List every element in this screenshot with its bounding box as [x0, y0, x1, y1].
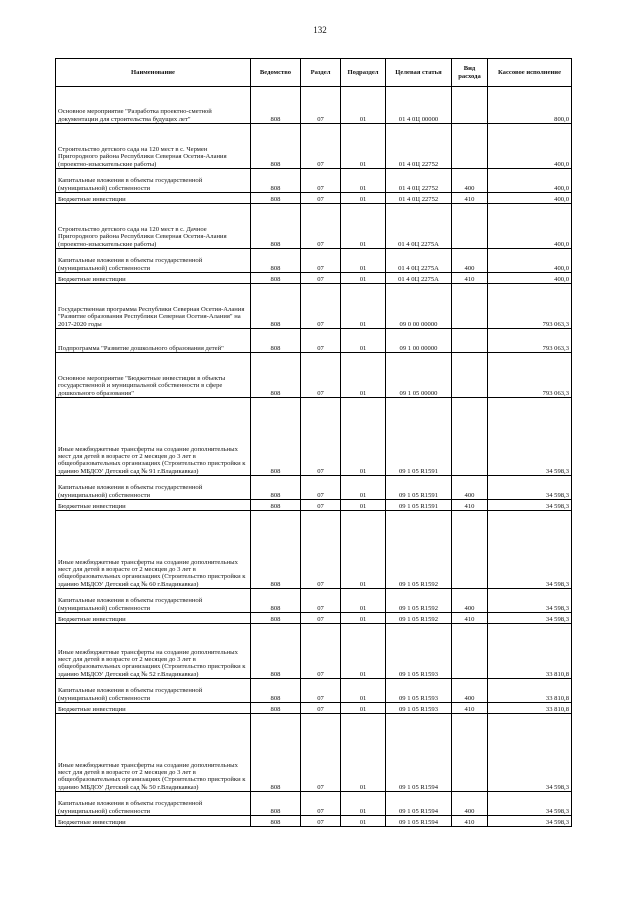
cell-tselevaya: 09 1 05 R1591 — [386, 476, 452, 500]
header-podrazdel: Подраздел — [341, 59, 386, 87]
cell-razdel: 07 — [301, 511, 341, 589]
table-row — [56, 589, 572, 613]
cell-vedomstvo: 808 — [251, 273, 301, 284]
cell-amount: 400,0 — [488, 249, 572, 273]
cell-name: Иные межбюджетные трансферты на создание дополнительных мест для детей в возрасте от 2 месяцев до 3 лет в общеобразовательных организациях (Строительство пристройки к зданию МБДОУ Детский сад № 91 г.Владикавказ) — [56, 398, 251, 476]
cell-amount: 400,0 — [488, 204, 572, 249]
cell-tselevaya: 09 1 05 R1591 — [386, 398, 452, 476]
cell-name: Основное мероприятие "Разработка проектно-сметной документации для строительства будущих лет" — [56, 87, 251, 124]
cell-razdel: 07 — [301, 193, 341, 204]
cell-vid: 400 — [452, 249, 488, 273]
cell-amount: 34 598,3 — [488, 511, 572, 589]
page-number: 132 — [313, 25, 327, 35]
cell-tselevaya: 01 4 0Ц 2275А — [386, 204, 452, 249]
cell-amount: 34 598,3 — [488, 476, 572, 500]
table-row — [56, 204, 572, 249]
cell-vid — [452, 714, 488, 792]
cell-razdel: 07 — [301, 613, 341, 624]
cell-tselevaya: 09 1 05 R1591 — [386, 500, 452, 511]
cell-amount: 400,0 — [488, 169, 572, 193]
cell-vedomstvo: 808 — [251, 249, 301, 273]
cell-vedomstvo: 808 — [251, 511, 301, 589]
cell-name: Государственная программа Республики Северная Осетия-Алания "Развитие образования Республики Северная Осетия-Алания" на 2017-2020 годы — [56, 284, 251, 329]
cell-vedomstvo: 808 — [251, 476, 301, 500]
cell-razdel: 07 — [301, 169, 341, 193]
cell-vid: 410 — [452, 816, 488, 827]
cell-vid: 410 — [452, 703, 488, 714]
cell-amount: 34 598,3 — [488, 816, 572, 827]
cell-vid: 400 — [452, 792, 488, 816]
cell-razdel: 07 — [301, 589, 341, 613]
cell-podrazdel: 01 — [341, 679, 386, 703]
cell-podrazdel: 01 — [341, 500, 386, 511]
cell-vid — [452, 204, 488, 249]
cell-name: Капитальные вложения в объекты государственной (муниципальной) собственности — [56, 589, 251, 613]
cell-amount: 34 598,3 — [488, 613, 572, 624]
cell-vedomstvo: 808 — [251, 204, 301, 249]
cell-name: Бюджетные инвестиции — [56, 273, 251, 284]
cell-razdel: 07 — [301, 204, 341, 249]
table-row — [56, 714, 572, 792]
cell-razdel: 07 — [301, 679, 341, 703]
cell-vid — [452, 284, 488, 329]
table-body — [56, 87, 572, 827]
cell-podrazdel: 01 — [341, 124, 386, 169]
cell-name: Иные межбюджетные трансферты на создание дополнительных мест для детей в возрасте от 2 месяцев до 3 лет в общеобразовательных организациях (Строительство пристройки к зданию МБДОУ Детский сад № 60 г.Владикавказ) — [56, 511, 251, 589]
cell-podrazdel: 01 — [341, 273, 386, 284]
cell-vedomstvo: 808 — [251, 353, 301, 398]
cell-podrazdel: 01 — [341, 624, 386, 679]
cell-razdel: 07 — [301, 249, 341, 273]
cell-razdel: 07 — [301, 284, 341, 329]
cell-podrazdel: 01 — [341, 816, 386, 827]
cell-amount: 400,0 — [488, 124, 572, 169]
cell-podrazdel: 01 — [341, 193, 386, 204]
cell-razdel: 07 — [301, 792, 341, 816]
cell-amount: 793 063,3 — [488, 329, 572, 353]
cell-name: Бюджетные инвестиции — [56, 816, 251, 827]
cell-amount: 793 063,3 — [488, 284, 572, 329]
cell-name: Капитальные вложения в объекты государственной (муниципальной) собственности — [56, 792, 251, 816]
cell-tselevaya: 01 4 0Ц 22752 — [386, 193, 452, 204]
cell-vid — [452, 398, 488, 476]
table-row — [56, 284, 572, 329]
cell-tselevaya: 09 1 05 R1592 — [386, 589, 452, 613]
cell-tselevaya: 09 1 05 R1594 — [386, 714, 452, 792]
cell-razdel: 07 — [301, 500, 341, 511]
cell-vid: 410 — [452, 500, 488, 511]
cell-vedomstvo: 808 — [251, 398, 301, 476]
cell-vid: 410 — [452, 273, 488, 284]
cell-amount: 34 598,3 — [488, 792, 572, 816]
cell-vid: 400 — [452, 589, 488, 613]
table-row — [56, 353, 572, 398]
cell-tselevaya: 09 1 05 R1593 — [386, 703, 452, 714]
table-row — [56, 398, 572, 476]
table-row — [56, 703, 572, 714]
cell-vedomstvo: 808 — [251, 169, 301, 193]
cell-tselevaya: 09 0 00 00000 — [386, 284, 452, 329]
cell-vid: 400 — [452, 679, 488, 703]
cell-podrazdel: 01 — [341, 329, 386, 353]
table-row — [56, 249, 572, 273]
cell-vid: 400 — [452, 169, 488, 193]
cell-name: Строительство детского сада на 120 мест в с. Чермен Пригородного района Республики Северная Осетия-Алания (проектно-изыскательские работы) — [56, 124, 251, 169]
cell-amount: 33 810,8 — [488, 624, 572, 679]
cell-vedomstvo: 808 — [251, 792, 301, 816]
cell-tselevaya: 09 1 05 00000 — [386, 353, 452, 398]
cell-razdel: 07 — [301, 87, 341, 124]
cell-podrazdel: 01 — [341, 353, 386, 398]
cell-vedomstvo: 808 — [251, 284, 301, 329]
cell-name: Капитальные вложения в объекты государственной (муниципальной) собственности — [56, 249, 251, 273]
table-row — [56, 816, 572, 827]
cell-name: Иные межбюджетные трансферты на создание дополнительных мест для детей в возрасте от 2 месяцев до 3 лет в общеобразовательных организациях (Строительство пристройки к зданию МБДОУ Детский сад № 50 г.Владикавказ) — [56, 714, 251, 792]
cell-vid: 400 — [452, 476, 488, 500]
cell-vid — [452, 624, 488, 679]
table-row — [56, 476, 572, 500]
header-name: Наименование — [56, 59, 251, 87]
cell-tselevaya: 09 1 00 00000 — [386, 329, 452, 353]
cell-razdel: 07 — [301, 816, 341, 827]
cell-razdel: 07 — [301, 703, 341, 714]
table-row — [56, 511, 572, 589]
cell-amount: 34 598,3 — [488, 714, 572, 792]
cell-podrazdel: 01 — [341, 169, 386, 193]
cell-name: Капитальные вложения в объекты государственной (муниципальной) собственности — [56, 476, 251, 500]
cell-vedomstvo: 808 — [251, 703, 301, 714]
cell-tselevaya: 01 4 0Ц 2275А — [386, 249, 452, 273]
cell-tselevaya: 09 1 05 R1592 — [386, 613, 452, 624]
cell-amount: 34 598,3 — [488, 589, 572, 613]
header-kassovoe: Кассовое исполнение — [488, 59, 572, 87]
header-razdel: Раздел — [301, 59, 341, 87]
table-row — [56, 624, 572, 679]
cell-vedomstvo: 808 — [251, 613, 301, 624]
cell-podrazdel: 01 — [341, 249, 386, 273]
cell-tselevaya: 01 4 0Ц 00000 — [386, 87, 452, 124]
cell-podrazdel: 01 — [341, 398, 386, 476]
cell-razdel: 07 — [301, 329, 341, 353]
cell-amount: 33 810,8 — [488, 703, 572, 714]
cell-razdel: 07 — [301, 624, 341, 679]
cell-podrazdel: 01 — [341, 613, 386, 624]
cell-amount: 800,0 — [488, 87, 572, 124]
cell-podrazdel: 01 — [341, 703, 386, 714]
cell-vedomstvo: 808 — [251, 714, 301, 792]
cell-vedomstvo: 808 — [251, 624, 301, 679]
cell-name: Строительство детского сада на 120 мест в с. Дачное Пригородного района Республики Северная Осетия-Алания (проектно-изыскательские работы) — [56, 204, 251, 249]
cell-tselevaya: 09 1 05 R1593 — [386, 679, 452, 703]
cell-name: Капитальные вложения в объекты государственной (муниципальной) собственности — [56, 169, 251, 193]
cell-vid — [452, 329, 488, 353]
cell-podrazdel: 01 — [341, 476, 386, 500]
cell-vedomstvo: 808 — [251, 87, 301, 124]
cell-name: Бюджетные инвестиции — [56, 193, 251, 204]
cell-vid — [452, 511, 488, 589]
cell-tselevaya: 09 1 05 R1592 — [386, 511, 452, 589]
cell-vedomstvo: 808 — [251, 193, 301, 204]
table-header-row — [56, 59, 572, 87]
cell-podrazdel: 01 — [341, 87, 386, 124]
cell-vedomstvo: 808 — [251, 500, 301, 511]
cell-vid: 410 — [452, 193, 488, 204]
cell-podrazdel: 01 — [341, 589, 386, 613]
cell-tselevaya: 01 4 0Ц 22752 — [386, 169, 452, 193]
cell-podrazdel: 01 — [341, 792, 386, 816]
table-row — [56, 169, 572, 193]
cell-name: Бюджетные инвестиции — [56, 703, 251, 714]
cell-vid — [452, 87, 488, 124]
cell-amount: 34 598,3 — [488, 398, 572, 476]
header-tselevaya: Целевая статья — [386, 59, 452, 87]
cell-tselevaya: 09 1 05 R1594 — [386, 792, 452, 816]
cell-razdel: 07 — [301, 124, 341, 169]
cell-vid — [452, 124, 488, 169]
cell-razdel: 07 — [301, 398, 341, 476]
cell-tselevaya: 09 1 05 R1594 — [386, 816, 452, 827]
cell-name: Бюджетные инвестиции — [56, 500, 251, 511]
cell-name: Бюджетные инвестиции — [56, 613, 251, 624]
cell-tselevaya: 01 4 0Ц 2275А — [386, 273, 452, 284]
budget-table — [55, 58, 572, 827]
cell-podrazdel: 01 — [341, 714, 386, 792]
table-row — [56, 124, 572, 169]
table-row — [56, 679, 572, 703]
header-vid: Вид расхода — [452, 59, 488, 87]
table-row — [56, 87, 572, 124]
cell-vedomstvo: 808 — [251, 589, 301, 613]
cell-podrazdel: 01 — [341, 511, 386, 589]
cell-name: Подпрограмма "Развитие дошкольного образования детей" — [56, 329, 251, 353]
cell-vedomstvo: 808 — [251, 816, 301, 827]
cell-podrazdel: 01 — [341, 284, 386, 329]
cell-vedomstvo: 808 — [251, 124, 301, 169]
table-row — [56, 273, 572, 284]
cell-razdel: 07 — [301, 353, 341, 398]
cell-razdel: 07 — [301, 714, 341, 792]
cell-vid — [452, 353, 488, 398]
header-vedomstvo: Ведомство — [251, 59, 301, 87]
table-row — [56, 792, 572, 816]
cell-amount: 400,0 — [488, 193, 572, 204]
cell-amount: 33 810,8 — [488, 679, 572, 703]
cell-name: Капитальные вложения в объекты государственной (муниципальной) собственности — [56, 679, 251, 703]
cell-vedomstvo: 808 — [251, 679, 301, 703]
table-row — [56, 329, 572, 353]
cell-razdel: 07 — [301, 273, 341, 284]
cell-amount: 793 063,3 — [488, 353, 572, 398]
cell-vedomstvo: 808 — [251, 329, 301, 353]
cell-amount: 34 598,3 — [488, 500, 572, 511]
cell-tselevaya: 01 4 0Ц 22752 — [386, 124, 452, 169]
cell-razdel: 07 — [301, 476, 341, 500]
cell-name: Иные межбюджетные трансферты на создание дополнительных мест для детей в возрасте от 2 месяцев до 3 лет в общеобразовательных организациях (Строительство пристройки к зданию МБДОУ Детский сад № 52 г.Владикавказ) — [56, 624, 251, 679]
table-row — [56, 500, 572, 511]
cell-podrazdel: 01 — [341, 204, 386, 249]
table-row — [56, 613, 572, 624]
cell-tselevaya: 09 1 05 R1593 — [386, 624, 452, 679]
table-row — [56, 193, 572, 204]
cell-amount: 400,0 — [488, 273, 572, 284]
cell-name: Основное мероприятие "Бюджетные инвестиции в объекты государственной и муниципальной собственности в сфере дошкольного образования" — [56, 353, 251, 398]
cell-vid: 410 — [452, 613, 488, 624]
